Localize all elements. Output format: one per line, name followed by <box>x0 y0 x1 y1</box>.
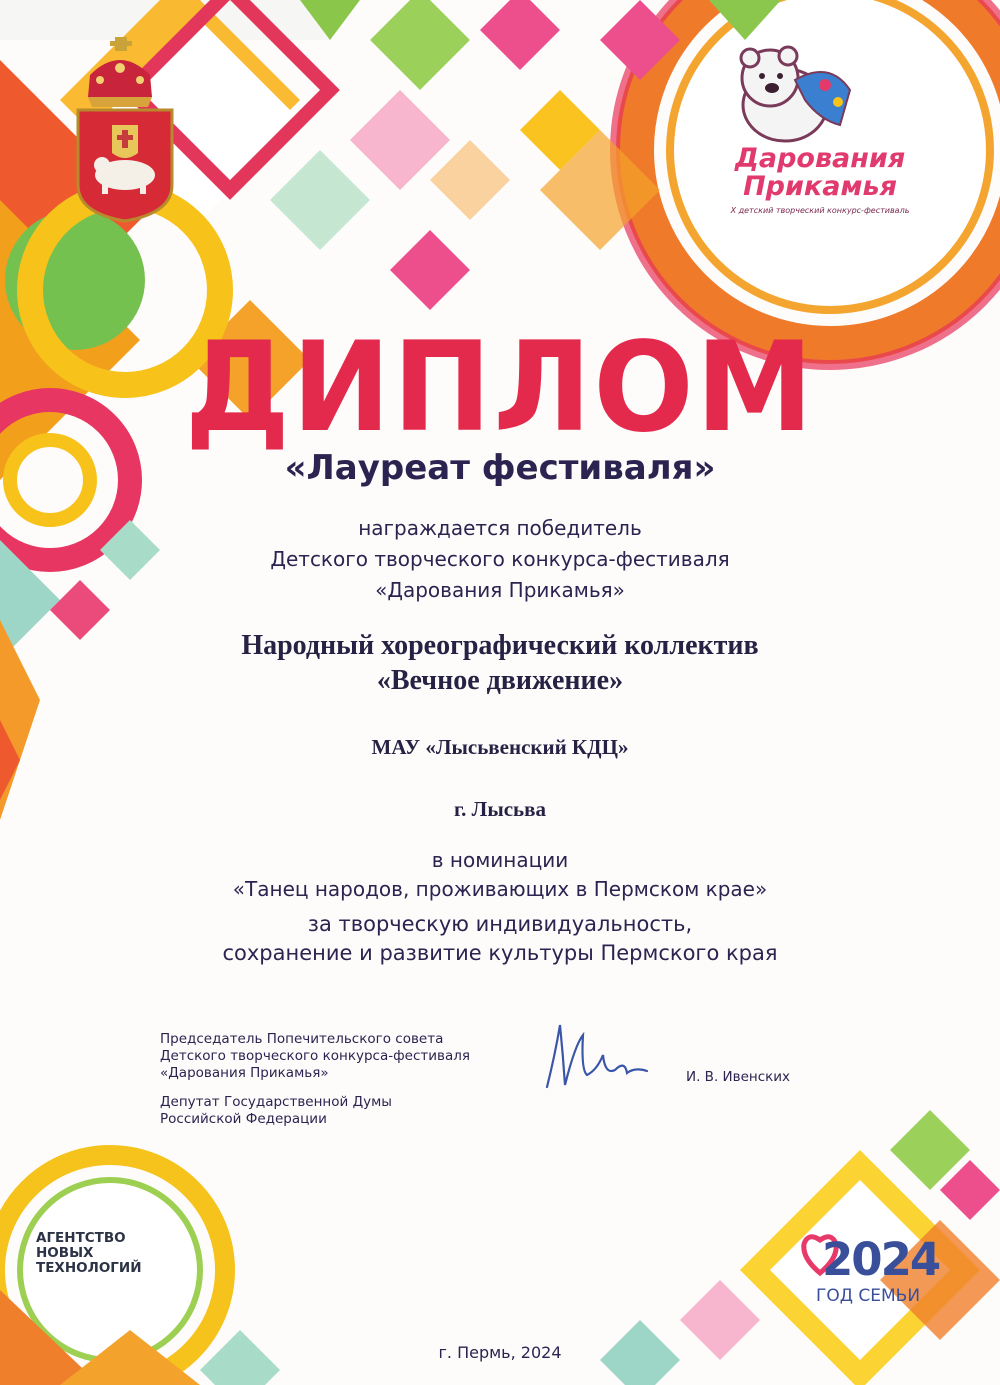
signatory-name: И. В. Ивенских <box>686 1069 791 1085</box>
position-line: Российской Федерации <box>160 1111 327 1127</box>
agency-logo-line: АГЕНТСТВО <box>36 1230 126 1246</box>
handwritten-signature <box>535 1015 665 1095</box>
perm-coat-of-arms-icon <box>70 35 180 225</box>
reason-text <box>0 910 1000 968</box>
agency-logo <box>36 1231 186 1276</box>
agency-logo-line: ТЕХНОЛОГИЙ <box>36 1260 142 1276</box>
year-label: ГОД СЕМЬИ <box>815 1286 921 1306</box>
city-name: г. Лысьва <box>454 797 546 821</box>
festival-logo-line1: Дарования <box>734 143 906 174</box>
intro-line: «Дарования Прикамья» <box>375 578 625 602</box>
signatory-position <box>160 1031 470 1128</box>
festival-logo-line2: Прикамья <box>743 171 897 202</box>
nomination-text <box>0 846 1000 904</box>
nomination-line: «Танец народов, проживающих в Пермском крае» <box>232 877 768 901</box>
agency-logo-line: НОВЫХ <box>36 1245 94 1261</box>
year-number: 2024 <box>822 1233 940 1286</box>
award-title: «Лауреат фестиваля» <box>284 448 716 488</box>
recipient-name <box>0 628 1000 698</box>
position-line: Детского творческого конкурса-фестиваля <box>160 1048 471 1064</box>
festival-logo-title <box>720 145 920 201</box>
intro-text <box>0 513 1000 606</box>
bear-mascot-icon <box>700 40 870 145</box>
position-line: «Дарования Прикамья» <box>160 1065 329 1081</box>
festival-logo-subtitle: X детский творческий конкурс-фестиваль <box>730 206 910 215</box>
recipient-line: «Вечное движение» <box>376 665 624 696</box>
reason-line: за творческую индивидуальность, <box>307 912 693 936</box>
footer-place-date: г. Пермь, 2024 <box>438 1343 562 1362</box>
organization-name: МАУ «Лысьвенский КДЦ» <box>371 735 629 759</box>
intro-line: награждается победитель <box>358 516 642 540</box>
position-line: Председатель Попечительского совета <box>160 1031 444 1047</box>
nomination-line: в номинации <box>431 848 569 872</box>
recipient-line: Народный хореографический коллектив <box>241 630 759 661</box>
position-line: Депутат Государственной Думы <box>160 1094 392 1110</box>
intro-line: Детского творческого конкурса-фестиваля <box>270 547 730 571</box>
diploma-title: ДИПЛОМ <box>184 314 816 460</box>
reason-line: сохранение и развитие культуры Пермского края <box>222 941 778 965</box>
